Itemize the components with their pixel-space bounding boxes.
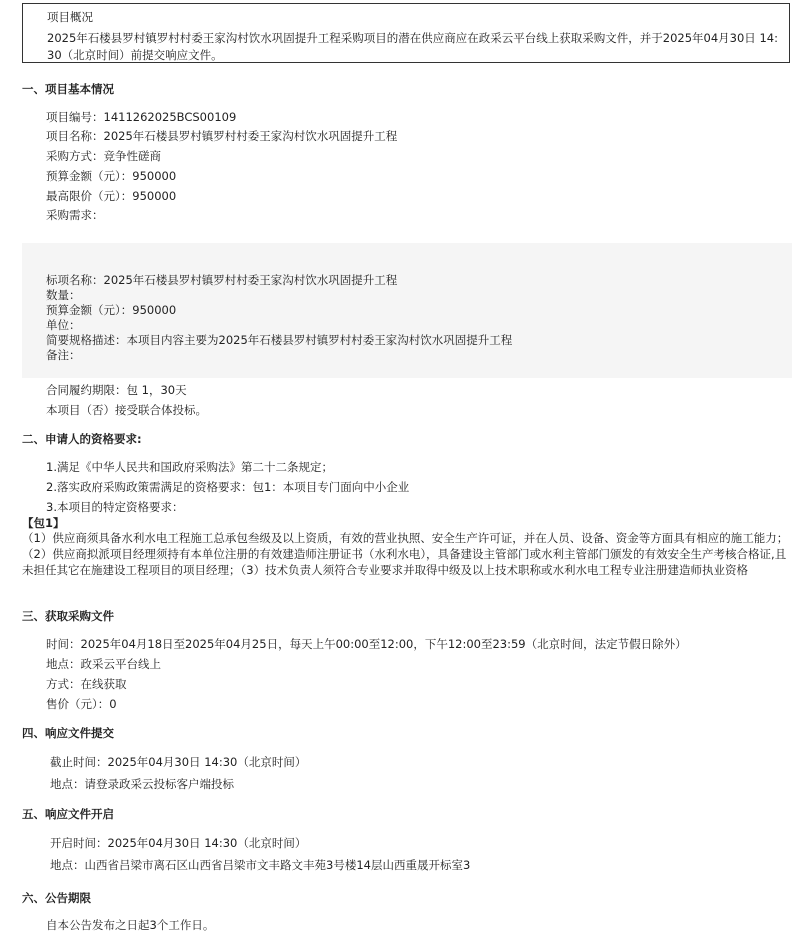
section-qualification-heading: 二、申请人的资格要求: [22,432,142,446]
qualification-item-1: 1.满足《中华人民共和国政府采购法》第二十二条规定； [46,460,333,474]
qualification-item-2: 2.落实政府采购政策需满足的资格要求：包1：本项目专门面向中小企业 [46,480,410,494]
item-unit: 单位： [46,318,81,332]
submission-deadline: 截止时间：2025年04月30日 14:30（北京时间） [50,755,307,769]
overview-text: 2025年石楼县罗村镇罗村村委王家沟村饮水巩固提升工程采购项目的潜在供应商应在政采云平台线上获取采购文件，并于2025年04月30日 14:30（北京时间）前提交响应文件。 [47,31,778,62]
opening-place: 地点：山西省吕梁市离石区山西省吕梁市文丰路文丰苑3号楼14层山西重晟开标室3 [50,858,471,872]
consortium-note: 本项目（否）接受联合体投标。 [46,403,207,417]
procurement-method: 采购方式：竞争性磋商 [46,149,161,163]
section-notice-period-heading: 六、公告期限 [22,891,91,905]
project-number: 项目编号：1411262025BCS00109 [46,110,237,124]
specific-qualification-text: （1）供应商须具备水利水电工程施工总承包叁级及以上资质，有效的营业执照、安全生产许可证，并在人员、设备、资金等方面具有相应的施工能力；（2）供应商拟派项目经理须持有本单位注册的有效建造师注册证书（水利水电），具备建设主管部门或水利主管部门颁发的有效安全生产考核合格证,且未担任其它在施建设工程项目的项目经理；（3）技术负责人须符合专业要求并取得中级及以上技术职称或水利水电工程专业注册建造师执业资格 [22,531,789,578]
project-overview-box [22,3,790,63]
item-quantity: 数量： [46,288,81,302]
budget-amount: 预算金额（元）：950000 [46,169,177,183]
item-name: 标项名称：2025年石楼县罗村镇罗村村委王家沟村饮水巩固提升工程 [46,273,398,287]
notice-period-text: 自本公告发布之日起3个工作日。 [46,918,215,932]
max-price: 最高限价（元）：950000 [46,189,177,203]
obtain-method: 方式：在线获取 [46,677,127,691]
overview-title: 项目概况 [47,10,93,24]
item-description: 简要规格描述：本项目内容主要为2025年石楼县罗村镇罗村村委王家沟村饮水巩固提升工程 [46,333,513,347]
project-name: 项目名称：2025年石楼县罗村镇罗村村委王家沟村饮水巩固提升工程 [46,129,398,143]
obtain-place: 地点：政采云平台线上 [46,657,161,671]
package-label: 【包1】 [22,516,65,530]
qualification-item-3: 3.本项目的特定资格要求： [46,500,184,514]
section-obtain-docs-heading: 三、获取采购文件 [22,609,114,623]
obtain-time: 时间：2025年04月18日至2025年04月25日，每天上午00:00至12:00，下午12:00至23:59（北京时间，法定节假日除外） [46,637,687,651]
opening-time: 开启时间：2025年04月30日 14:30（北京时间） [50,836,307,850]
document-price: 售价（元）：0 [46,697,117,711]
item-budget: 预算金额（元）：950000 [46,303,177,317]
submission-place: 地点：请登录政采云投标客户端投标 [50,777,234,791]
section-opening-heading: 五、响应文件开启 [22,807,114,821]
item-remark: 备注： [46,348,81,362]
procurement-demand-label: 采购需求： [46,208,104,222]
contract-period: 合同履约期限：包 1，30天 [46,383,187,397]
section-submission-heading: 四、响应文件提交 [22,726,114,740]
section-basic-info-heading: 一、项目基本情况 [22,82,114,96]
